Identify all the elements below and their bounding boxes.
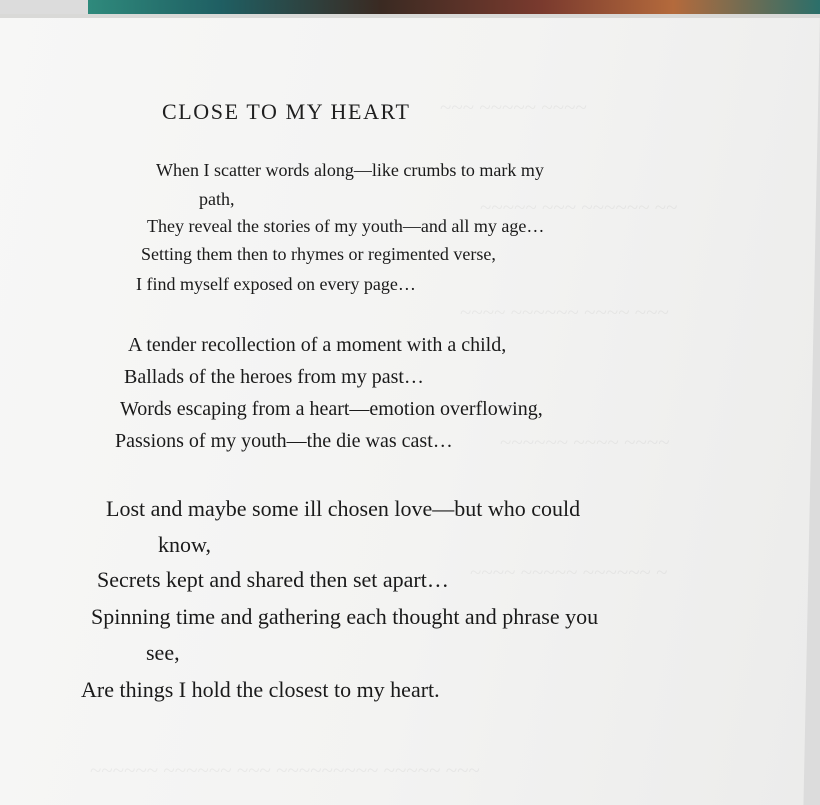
poem-line: Spinning time and gathering each thought and phrase you — [91, 604, 599, 629]
show-through-text — [460, 300, 669, 325]
show-through-text — [440, 95, 587, 120]
poem-line: Passions of my youth—the die was cast… — [115, 430, 453, 452]
poem-line: see, — [146, 640, 180, 665]
poem-line: I find myself exposed on every page… — [136, 274, 416, 294]
poem-title: CLOSE TO MY HEART — [162, 99, 411, 124]
show-through-text — [470, 560, 668, 585]
poem-line: Are things I hold the closest to my heart. — [81, 677, 440, 702]
poem-line: They reveal the stories of my youth—and all my age… — [147, 216, 545, 236]
show-through-text — [500, 430, 670, 455]
poem-line: Setting them then to rhymes or regimented verse, — [141, 244, 496, 264]
poem-line: When I scatter words along—like crumbs to mark my — [156, 160, 544, 180]
show-through-text — [90, 758, 480, 783]
poem-line: Lost and maybe some ill chosen love—but who could — [106, 496, 581, 521]
poem-line: Secrets kept and shared then set apart… — [97, 567, 449, 592]
poem-line: path, — [199, 189, 235, 209]
poem-line: know, — [158, 532, 211, 557]
poem-line: Ballads of the heroes from my past… — [124, 366, 424, 388]
page-top-edge — [0, 14, 820, 18]
poem-line: Words escaping from a heart—emotion overflowing, — [120, 398, 543, 420]
poem-line: A tender recollection of a moment with a child, — [128, 334, 507, 356]
